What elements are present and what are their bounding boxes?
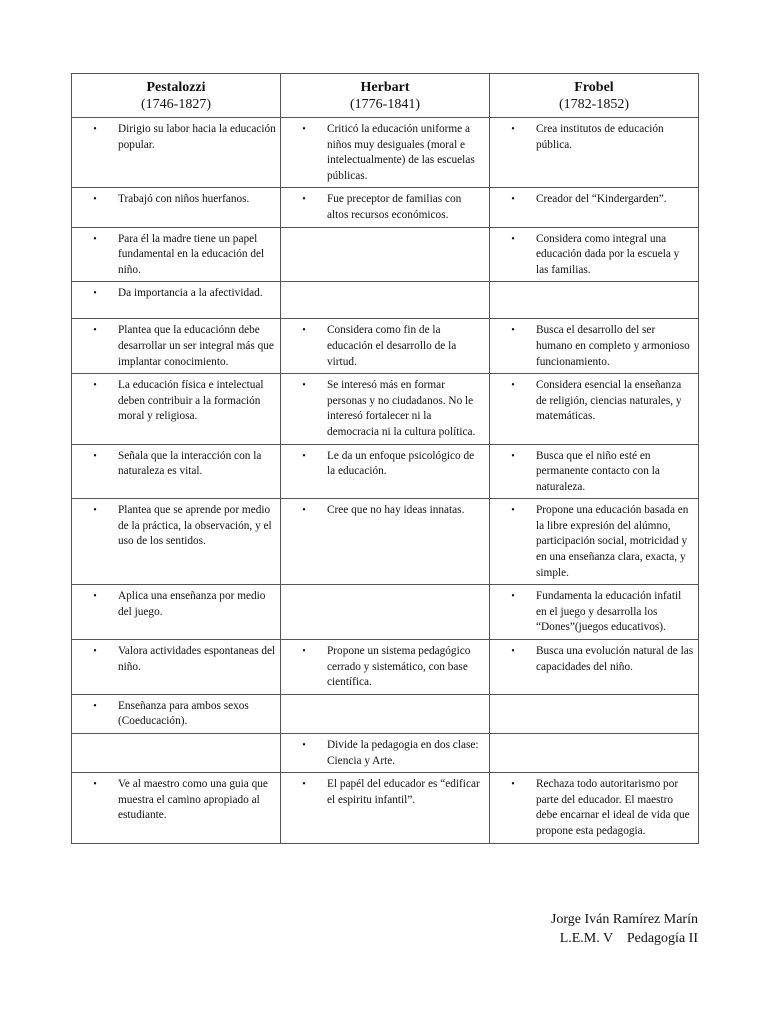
bullet-item (72, 695, 280, 733)
table-cell (281, 374, 490, 444)
bullet-icon: • (302, 450, 306, 462)
bullet-icon: • (93, 194, 97, 206)
bullet-item (281, 773, 489, 811)
header-cell-herbart (281, 74, 490, 118)
header-years: (1746-1827) (141, 97, 211, 112)
table-row (72, 282, 699, 319)
table-cell (281, 319, 490, 374)
table-cell (72, 374, 281, 444)
cell-text: Aplica una enseñanza por medio del juego. (118, 590, 266, 618)
bullet-item (490, 118, 698, 156)
bullet-icon: • (302, 740, 306, 751)
bullet-item (281, 445, 489, 483)
cell-text: Busca el desarrollo del ser humano en completo y armonioso funcionamiento. (536, 324, 690, 368)
table-row (72, 734, 699, 773)
table-cell (72, 282, 281, 319)
bullet-item (490, 640, 698, 678)
table-cell (72, 188, 281, 227)
cell-text: Rechaza todo autoritarismo por parte del educador. El maestro debe encarnar el ideal de vida que propone esta pedagogia. (536, 778, 690, 837)
table-cell (281, 773, 490, 843)
bullet-icon: • (93, 505, 97, 517)
table-row (72, 773, 699, 843)
table-row (72, 444, 699, 499)
bullet-icon: • (302, 380, 306, 392)
bullet-item (72, 374, 280, 428)
table-row (72, 118, 699, 188)
bullet-item (281, 640, 489, 694)
table-cell (72, 585, 281, 640)
bullet-icon: • (511, 233, 515, 245)
table-cell (490, 319, 699, 374)
bullet-icon: • (93, 450, 97, 462)
bullet-icon: • (302, 505, 306, 517)
bullet-icon: • (302, 124, 306, 135)
cell-text: Divide la pedagogia en dos clase: Ciencia y Arte. (327, 739, 479, 767)
course-label: L.E.M. V Pedagogía II (559, 931, 698, 946)
table-cell (490, 374, 699, 444)
bullet-item (490, 374, 698, 428)
table-cell (72, 444, 281, 499)
cell-text: Para él la madre tiene un papel fundamental en la educación del niño. (118, 232, 265, 276)
bullet-item (72, 118, 280, 156)
bullet-item (281, 734, 489, 772)
table-cell (490, 585, 699, 640)
bullet-item (72, 228, 280, 282)
table-cell (490, 282, 699, 319)
header-name: Pestalozzi (146, 80, 206, 95)
table-cell (281, 734, 490, 773)
header-name: Frobel (574, 80, 614, 95)
cell-text: Considera como fin de la educación el desarrollo de la virtud. (327, 324, 457, 368)
cell-text: Da importancia a la afectividad. (118, 287, 263, 300)
table-cell (72, 773, 281, 843)
table-cell (281, 444, 490, 499)
bullet-icon: • (511, 450, 515, 462)
table-cell (490, 444, 699, 499)
bullet-item (490, 445, 698, 499)
cell-text: El papél del educador es “edificar el espiritu infantil”. (327, 778, 480, 806)
table-cell (72, 499, 281, 585)
table-row (72, 319, 699, 374)
bullet-icon: • (302, 646, 306, 658)
bullet-icon: • (93, 779, 97, 791)
bullet-icon: • (511, 779, 515, 791)
table-cell (281, 694, 490, 733)
bullet-icon: • (93, 700, 97, 712)
bullet-icon: • (93, 325, 97, 337)
bullet-icon: • (302, 325, 306, 337)
bullet-item (281, 319, 489, 373)
bullet-item (490, 499, 698, 584)
cell-text: Propone una educación basada en la libre expresión del alúmno, participación social, motricidad y en una enseñanza clara, exacta, y simple. (536, 504, 689, 579)
bullet-icon: • (511, 505, 515, 517)
cell-text: Se interesó más en formar personas y no ciudadanos. No le interesó fortalecer ni la democracia ni la cultura política. (327, 379, 476, 438)
table-cell (490, 694, 699, 733)
bullet-item (72, 499, 280, 553)
cell-text: Plantea que la educaciónn debe desarrollar un ser integral más que implantar conocimiento. (118, 324, 274, 368)
header-cell-frobel (490, 74, 699, 118)
comparison-table (71, 73, 699, 844)
cell-text: Cree que no hay ideas innatas. (327, 504, 465, 517)
table-body (72, 118, 699, 844)
cell-text: Ve al maestro como una guia que muestra el camino apropiado al estudiante. (118, 778, 268, 822)
bullet-icon: • (93, 288, 97, 300)
cell-text: Propone un sistema pedagógico cerrado y sistemático, con base científica. (327, 645, 471, 689)
cell-text: Enseñanza para ambos sexos (Coeducación). (118, 699, 249, 728)
cell-text: La educación física e intelectual deben contribuir a la formación moral y religiosa. (118, 379, 264, 423)
table-cell (281, 118, 490, 188)
bullet-icon: • (93, 591, 97, 603)
bullet-item (281, 499, 489, 522)
bullet-item (490, 188, 698, 211)
table-row (72, 374, 699, 444)
header-row (72, 74, 699, 118)
cell-text: Crea institutos de educación pública. (536, 123, 664, 151)
table-cell (72, 118, 281, 188)
cell-text: Valora actividades espontaneas del niño. (118, 645, 276, 673)
bullet-icon: • (511, 380, 515, 392)
table-row (72, 227, 699, 282)
table-cell (72, 319, 281, 374)
table-cell (490, 499, 699, 585)
bullet-item (72, 640, 280, 678)
table-cell (72, 640, 281, 695)
cell-text: Fundamenta la educación infatil en el juego y desarrolla los “Dones”(juegos educativos). (536, 590, 682, 634)
bullet-item (281, 188, 489, 226)
bullet-icon: • (302, 194, 306, 206)
table-cell (490, 734, 699, 773)
bullet-icon: • (93, 646, 97, 658)
bullet-item (72, 585, 280, 623)
bullet-item (490, 585, 698, 639)
bullet-item (72, 282, 280, 305)
bullet-item (72, 445, 280, 483)
table-cell (72, 694, 281, 733)
table-row (72, 585, 699, 640)
cell-text: Considera esencial la enseñanza de religión, ciencias naturales, y matemáticas. (536, 379, 682, 423)
bullet-icon: • (511, 194, 515, 206)
bullet-item (490, 319, 698, 373)
bullet-item (281, 374, 489, 443)
bullet-item (72, 188, 280, 211)
table-row (72, 499, 699, 585)
bullet-item (72, 773, 280, 827)
table-cell (490, 118, 699, 188)
header-years: (1776-1841) (350, 97, 420, 112)
bullet-icon: • (511, 591, 515, 603)
cell-text: Le da un enfoque psicológico de la educación. (327, 449, 475, 478)
bullet-item (72, 319, 280, 373)
table-cell (490, 227, 699, 282)
table-row (72, 694, 699, 733)
header-years: (1782-1852) (559, 97, 629, 112)
table-cell (281, 282, 490, 319)
bullet-item (281, 118, 489, 187)
cell-text: Considera como integral una educación dada por la escuela y las familias. (536, 232, 680, 276)
bullet-icon: • (93, 124, 97, 135)
bullet-icon: • (511, 325, 515, 337)
table-cell (281, 499, 490, 585)
cell-text: Dirigio su labor hacia la educación popular. (118, 123, 276, 151)
table-row (72, 640, 699, 695)
cell-text: Criticó la educación uniforme a niños muy desiguales (moral e intelectualmente) de las escuelas públicas. (327, 123, 475, 182)
table-cell (281, 640, 490, 695)
cell-text: Señala que la interacción con la naturaleza es vital. (118, 449, 262, 478)
table-cell (490, 640, 699, 695)
table-row (72, 188, 699, 227)
bullet-icon: • (93, 233, 97, 245)
cell-text: Creador del “Kindergarden”. (536, 193, 667, 206)
cell-text: Trabajó con niños huerfanos. (118, 193, 250, 206)
cell-text: Fue preceptor de familias con altos recursos económicos. (327, 193, 462, 221)
table-cell (490, 188, 699, 227)
table-cell (72, 734, 281, 773)
table-cell (490, 773, 699, 843)
bullet-icon: • (93, 380, 97, 392)
header-name: Herbart (360, 80, 410, 95)
cell-text: Plantea que se aprende por medio de la práctica, la observación, y el uso de los sentidos. (118, 504, 272, 548)
table-cell (72, 227, 281, 282)
cell-text: Busca que el niño esté en permanente contacto con la naturaleza. (536, 449, 660, 493)
header-cell-pestalozzi (72, 74, 281, 118)
table-cell (281, 585, 490, 640)
table-cell (281, 188, 490, 227)
author-name: Jorge Iván Ramírez Marín (550, 912, 698, 927)
bullet-icon: • (511, 124, 515, 135)
bullet-item (490, 228, 698, 282)
bullet-item (490, 773, 698, 842)
table-cell (281, 227, 490, 282)
bullet-icon: • (302, 779, 306, 791)
cell-text: Busca una evolución natural de las capacidades del niño. (536, 645, 694, 673)
bullet-icon: • (511, 646, 515, 658)
